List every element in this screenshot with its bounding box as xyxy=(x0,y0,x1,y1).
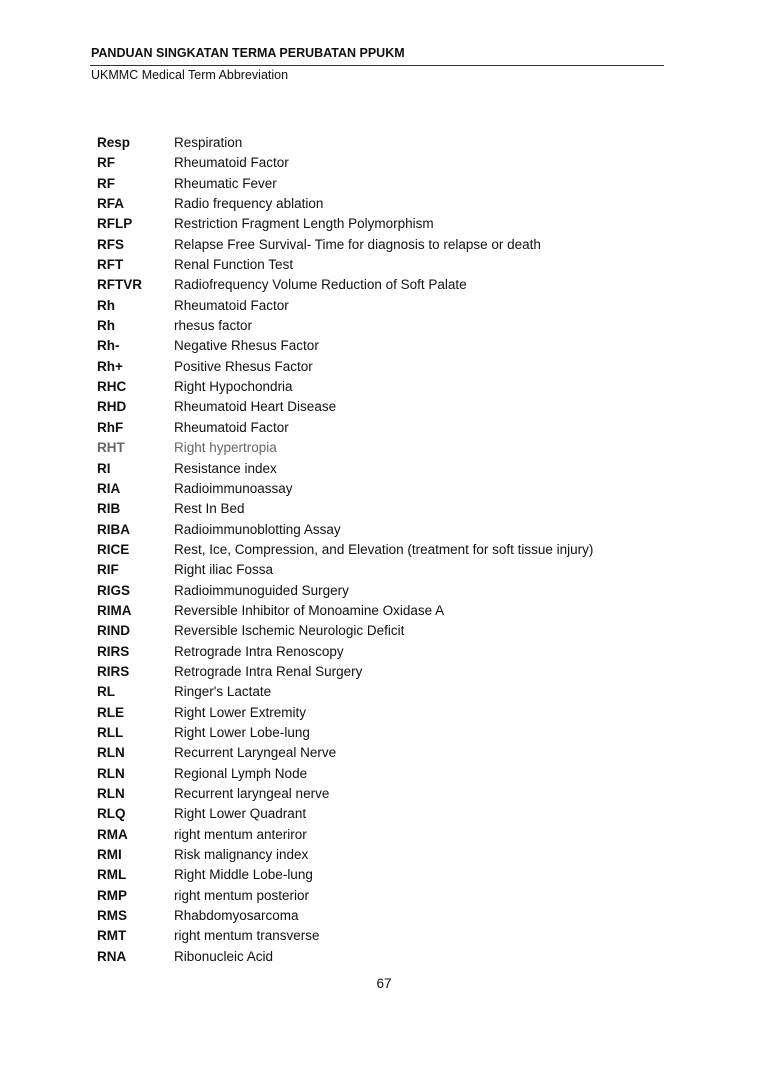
definition: rhesus factor xyxy=(174,318,253,334)
definition: Restriction Fragment Length Polymorphism xyxy=(174,216,434,232)
list-item xyxy=(97,622,657,642)
abbreviation: RLE xyxy=(97,704,124,720)
abbreviation: RFS xyxy=(97,236,124,252)
definition: Rheumatic Fever xyxy=(174,175,277,191)
abbreviation: RFLP xyxy=(97,216,133,232)
abbreviation: RMT xyxy=(97,928,127,944)
abbreviation: RHT xyxy=(97,440,125,456)
list-item xyxy=(97,582,657,602)
list-item xyxy=(97,195,657,215)
abbreviation: RI xyxy=(97,460,111,476)
definition: Rheumatoid Factor xyxy=(174,155,289,171)
list-item xyxy=(97,236,657,256)
list-item xyxy=(97,805,657,825)
definition: Recurrent Laryngeal Nerve xyxy=(174,745,337,761)
abbreviation: RhF xyxy=(97,419,124,435)
definition: Right Lower Lobe-lung xyxy=(174,724,310,740)
abbreviation: RL xyxy=(97,684,115,700)
definition: Right Hypochondria xyxy=(174,379,293,395)
abbreviation: RIRS xyxy=(97,643,130,659)
definition: Reversible Ischemic Neurologic Deficit xyxy=(174,623,405,639)
abbreviation: Resp xyxy=(97,135,131,150)
abbreviation: Rh xyxy=(97,318,115,334)
definition: Ribonucleic Acid xyxy=(174,948,274,964)
abbreviation: RIRS xyxy=(97,663,130,679)
definition: right mentum transverse xyxy=(174,928,320,944)
abbreviation: RHD xyxy=(97,399,127,415)
definition: Relapse Free Survival- Time for diagnosis to relapse or death xyxy=(174,236,541,252)
list-item xyxy=(97,215,657,235)
list-item xyxy=(97,561,657,581)
definition: Renal Function Test xyxy=(174,257,294,273)
list-item xyxy=(97,724,657,744)
abbreviation: Rh+ xyxy=(97,358,123,374)
abbreviation: RIA xyxy=(97,480,121,496)
abbreviation: RF xyxy=(97,155,115,171)
abbreviation: RML xyxy=(97,867,127,883)
page-number: 67 xyxy=(376,976,392,991)
list-item xyxy=(97,378,657,398)
list-item xyxy=(97,744,657,764)
list-item xyxy=(97,785,657,805)
list-item xyxy=(97,480,657,500)
list-item xyxy=(97,541,657,561)
definition: Negative Rhesus Factor xyxy=(174,338,319,354)
definition: Retrograde Intra Renoscopy xyxy=(174,643,344,659)
abbreviation: RFT xyxy=(97,257,124,273)
definition: Radioimmunoassay xyxy=(174,480,293,496)
definition: Radio frequency ablation xyxy=(174,196,324,212)
definition: Right Middle Lobe-lung xyxy=(174,867,313,883)
list-item xyxy=(97,866,657,886)
abbreviation: RLL xyxy=(97,724,124,740)
abbreviation: RIB xyxy=(97,501,121,517)
list-item xyxy=(97,704,657,724)
list-item xyxy=(97,439,657,459)
definition: Rheumatoid Factor xyxy=(174,419,289,435)
definition: Right Lower Extremity xyxy=(174,704,307,720)
abbreviation: RMA xyxy=(97,826,128,842)
definition: Radioimmunoguided Surgery xyxy=(174,582,349,598)
abbreviation: RFA xyxy=(97,196,124,212)
abbreviation: RLN xyxy=(97,745,125,761)
list-item xyxy=(97,846,657,866)
definition: Rest, Ice, Compression, and Elevation (treatment for soft tissue injury) xyxy=(174,541,594,557)
definition: right mentum posterior xyxy=(174,887,310,903)
abbreviation-list xyxy=(97,134,657,968)
definition: Right hypertropia xyxy=(174,440,277,456)
definition: Right Lower Quadrant xyxy=(174,806,307,822)
definition: Rheumatoid Factor xyxy=(174,297,289,313)
abbreviation: RLN xyxy=(97,765,125,781)
list-item xyxy=(97,297,657,317)
abbreviation: RICE xyxy=(97,541,130,557)
list-item xyxy=(97,602,657,622)
definition: Radioimmunoblotting Assay xyxy=(174,521,341,537)
definition: Resistance index xyxy=(174,460,277,476)
list-item xyxy=(97,927,657,947)
definition: Positive Rhesus Factor xyxy=(174,358,313,374)
abbreviation: RLN xyxy=(97,786,125,801)
header-divider xyxy=(90,65,664,66)
list-item xyxy=(97,276,657,296)
abbreviation: Rh- xyxy=(97,338,120,354)
definition: Reversible Inhibitor of Monoamine Oxidase A xyxy=(174,602,445,618)
document-title: PANDUAN SINGKATAN TERMA PERUBATAN PPUKM xyxy=(91,46,405,60)
definition: Retrograde Intra Renal Surgery xyxy=(174,663,363,679)
definition: Recurrent laryngeal nerve xyxy=(174,786,330,801)
abbreviation: RMP xyxy=(97,887,127,903)
abbreviation: RMI xyxy=(97,847,122,863)
abbreviation: RHC xyxy=(97,379,127,395)
definition: Right iliac Fossa xyxy=(174,562,274,578)
list-item xyxy=(97,419,657,439)
abbreviation: RF xyxy=(97,175,115,191)
list-item xyxy=(97,683,657,703)
list-item xyxy=(97,826,657,846)
list-item xyxy=(97,154,657,174)
abbreviation: RIND xyxy=(97,623,130,639)
list-item xyxy=(97,317,657,337)
definition: Rheumatoid Heart Disease xyxy=(174,399,337,415)
list-item xyxy=(97,460,657,480)
definition: Radiofrequency Volume Reduction of Soft Palate xyxy=(174,277,467,293)
list-item xyxy=(97,521,657,541)
list-item xyxy=(97,887,657,907)
list-item xyxy=(97,663,657,683)
list-item xyxy=(97,500,657,520)
list-item xyxy=(97,175,657,195)
document-subtitle: UKMMC Medical Term Abbreviation xyxy=(91,68,289,82)
definition: Rest In Bed xyxy=(174,501,245,517)
definition: Regional Lymph Node xyxy=(174,765,308,781)
abbreviation: RIGS xyxy=(97,582,131,598)
definition: Risk malignancy index xyxy=(174,847,309,863)
abbreviation: RFTVR xyxy=(97,277,142,293)
list-item xyxy=(97,643,657,663)
list-item xyxy=(97,358,657,378)
list-item xyxy=(97,398,657,418)
abbreviation: RIF xyxy=(97,562,119,578)
abbreviation: RLQ xyxy=(97,806,126,822)
abbreviation: RIMA xyxy=(97,602,132,618)
list-item xyxy=(97,337,657,357)
abbreviation: RIBA xyxy=(97,521,130,537)
abbreviation: RMS xyxy=(97,908,127,924)
list-item xyxy=(97,256,657,276)
list-item xyxy=(97,134,657,154)
definition: Rhabdomyosarcoma xyxy=(174,908,299,924)
abbreviation: RNA xyxy=(97,948,127,964)
definition: Respiration xyxy=(174,135,243,150)
abbreviation: Rh xyxy=(97,297,115,313)
list-item xyxy=(97,765,657,785)
definition: right mentum anteriror xyxy=(174,826,307,842)
list-item xyxy=(97,948,657,968)
list-item xyxy=(97,907,657,927)
definition: Ringer's Lactate xyxy=(174,684,272,700)
